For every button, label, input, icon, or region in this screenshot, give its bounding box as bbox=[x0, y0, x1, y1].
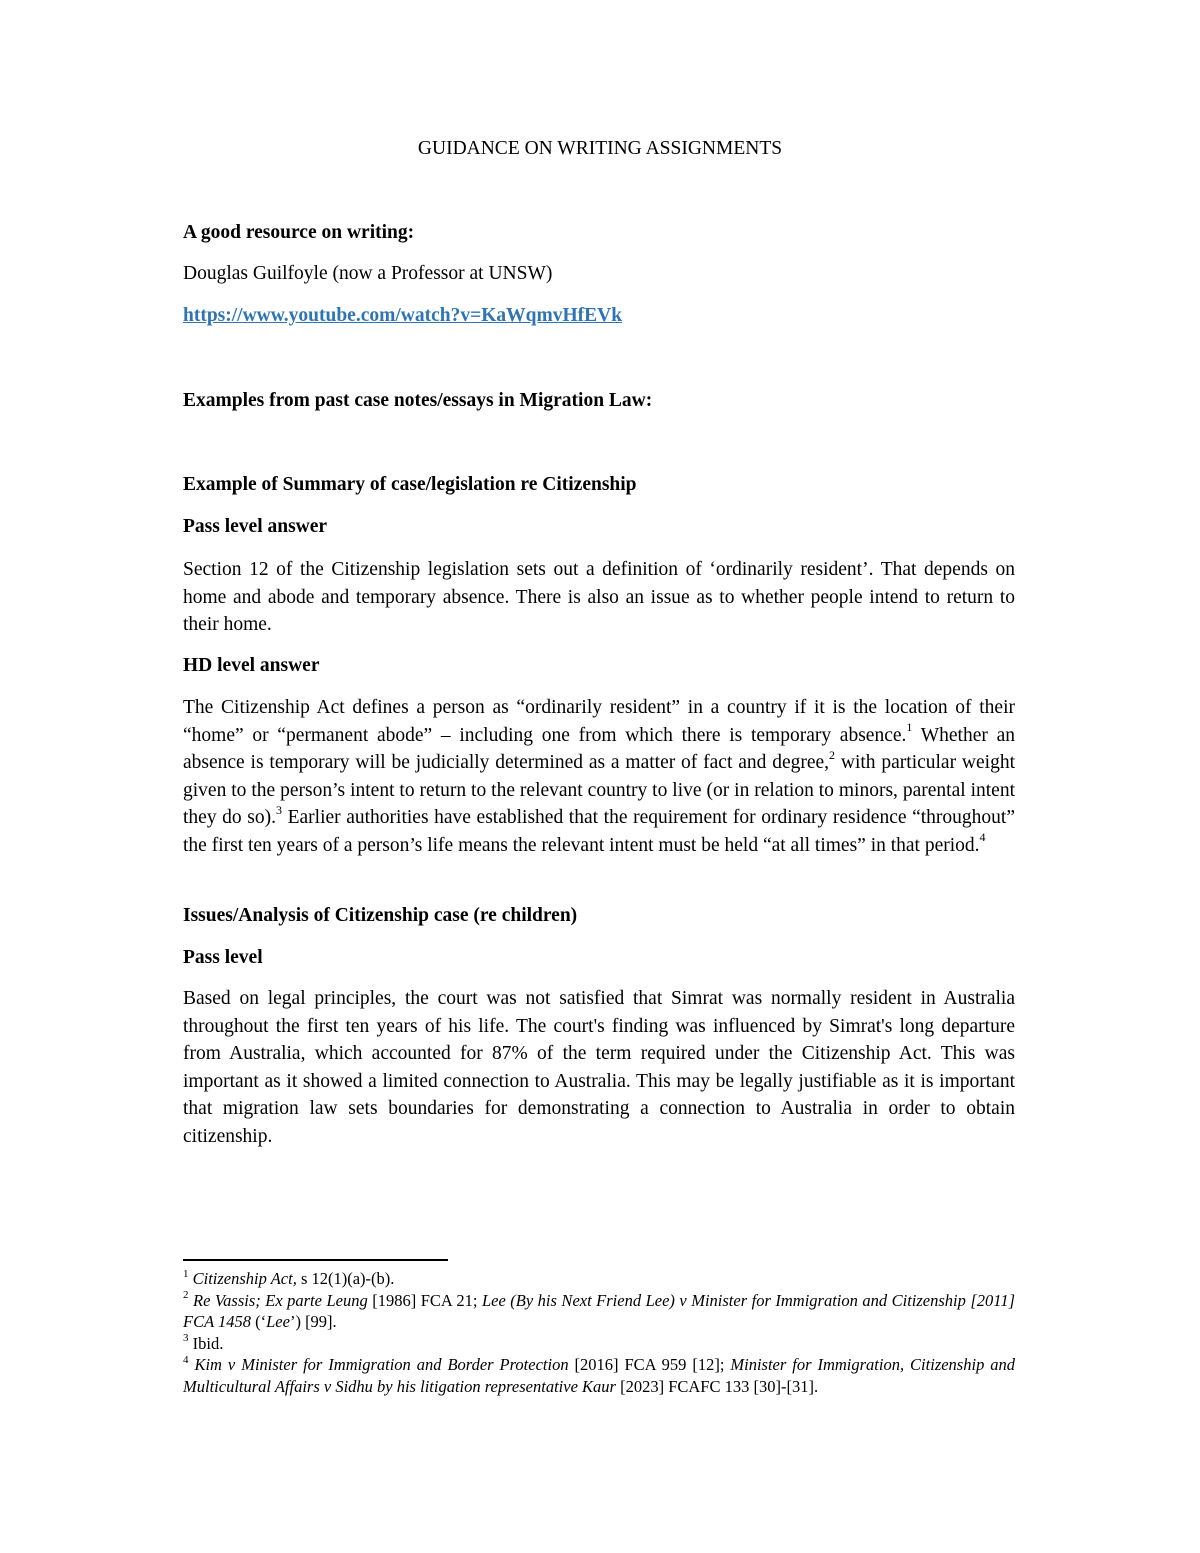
footnote-separator bbox=[183, 1259, 448, 1261]
footnote-italic: Kim v Minister for Immigration and Border Protection bbox=[194, 1355, 569, 1374]
footnote-ref-1[interactable]: 1 bbox=[906, 720, 913, 734]
footnote-number: 2 bbox=[183, 1289, 189, 1301]
footnote-italic: Lee (By his Next Friend Lee) v Minister for Immigration and Citizenship [2011] FCA 1458 bbox=[183, 1290, 1015, 1331]
footnote-number: 3 bbox=[183, 1332, 189, 1344]
footnote-text: (‘ bbox=[251, 1312, 267, 1331]
footnote-ref-2[interactable]: 2 bbox=[829, 747, 836, 762]
section2-pass-heading: Pass level bbox=[183, 947, 263, 968]
youtube-link[interactable]: https://www.youtube.com/watch?v=KaWqmvHfEVk bbox=[183, 305, 623, 326]
footnote-3 bbox=[183, 1333, 1015, 1355]
footnote-italic: Re Vassis; Ex parte Leung bbox=[193, 1290, 368, 1310]
examples-heading: Examples from past case notes/essays in Migration Law: bbox=[183, 390, 653, 411]
resource-link-line bbox=[183, 302, 1015, 330]
hd-text-part1: The Citizenship Act defines a person as “ordinarily resident” in a country if it is the location of their “home” or “permanent abode” – including one from which there is temporary absence. bbox=[183, 697, 1015, 746]
section1-hd-heading: HD level answer bbox=[183, 655, 320, 676]
footnote-number: 1 bbox=[183, 1267, 189, 1280]
footnote-text: Ibid. bbox=[192, 1333, 224, 1353]
resource-author: Douglas Guilfoyle (now a Professor at UNSW) bbox=[183, 263, 553, 284]
footnote-text: [2023] FCAFC 133 [30]-[31]. bbox=[615, 1376, 819, 1396]
footnote-italic: Citizenship Act, bbox=[192, 1269, 297, 1288]
footnote-number: 4 bbox=[183, 1353, 189, 1366]
section1-pass-heading: Pass level answer bbox=[183, 516, 328, 537]
hd-text-part2: Whether an absence is temporary will be judicially determined as a matter of fact and degree, bbox=[183, 724, 1015, 773]
footnote-text: [2016] FCA 959 [12]; bbox=[568, 1355, 731, 1374]
footnote-1 bbox=[183, 1268, 1015, 1290]
footnote-italic: Minister for Immigration, Citizenship and Multicultural Affairs v Sidhu by his litigation representative Kaur bbox=[183, 1355, 1016, 1396]
footnote-italic: Lee bbox=[266, 1312, 290, 1331]
section1-heading: Example of Summary of case/legislation re Citizenship bbox=[183, 474, 637, 495]
footnote-2 bbox=[183, 1290, 1015, 1333]
section1-pass-text: Section 12 of the Citizenship legislation sets out a definition of ‘ordinarily resident’. That depends on home and abode and temporary absence. There is also an issue as to whether people intend to return to their home. bbox=[183, 559, 1015, 635]
footnotes bbox=[183, 1268, 1015, 1397]
footnote-ref-3[interactable]: 3 bbox=[275, 802, 282, 817]
footnote-4 bbox=[183, 1354, 1015, 1397]
hd-text-part3: with particular weight given to the person’s intent to return to the relevant country to live (or in relation to minors, parental intent they do so). bbox=[183, 752, 1015, 828]
section1-hd-text bbox=[183, 694, 1015, 859]
footnote-text: s 12(1)(a)-(b). bbox=[296, 1269, 395, 1288]
footnote-ref-4[interactable]: 4 bbox=[979, 830, 986, 844]
section2-pass-text: Based on legal principles, the court was not satisfied that Simrat was normally resident in Australia throughout the first ten years of his life. The court's finding was influenced by Simrat's long departure from Australia, which accounted for 87% of the term required under the Citizenship Act. This was important as it showed a limited connection to Australia. This may be legally justifiable as it is important that migration law sets boundaries for demonstrating a connection to Australia in order to obtain citizenship. bbox=[183, 988, 1015, 1147]
footnote-text: ’) [99]. bbox=[289, 1312, 337, 1331]
resource-heading: A good resource on writing: bbox=[183, 222, 415, 243]
hd-text-part4: Earlier authorities have established that the requirement for ordinary residence “throughout” the first ten years of a person’s life means the relevant intent must be held “at all times” in that period. bbox=[183, 807, 1015, 856]
footnote-text: [1986] FCA 21; bbox=[367, 1290, 482, 1310]
section2-heading: Issues/Analysis of Citizenship case (re children) bbox=[183, 905, 578, 926]
document-title: GUIDANCE ON WRITING ASSIGNMENTS bbox=[417, 138, 783, 159]
